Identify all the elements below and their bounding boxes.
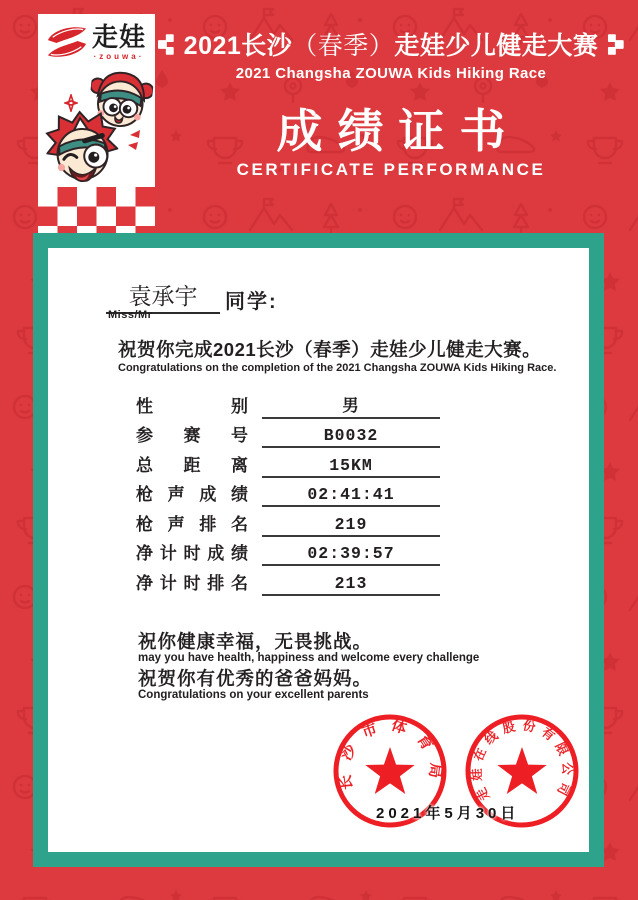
seal-text: 走娃在线股份有限公司 [469,718,575,803]
field-label: 参 赛 号 [136,426,248,446]
field-label: 净 计 时 排 名 [136,573,248,593]
field-value: 02:39:57 [262,544,440,566]
field-row [136,507,506,537]
wish1-en: may you have health, happiness and welcome every challenge [138,652,480,664]
right-bracket-decoration-icon [607,34,624,55]
field-row [136,389,506,419]
field-row [136,566,506,596]
participant-name: 袁承宇 [106,278,220,314]
result-fields [136,389,506,596]
wish2-cn: 祝贺你有优秀的爸爸妈妈。 [138,668,373,689]
field-label: 枪 声 排 名 [136,514,248,534]
field-label: 总 距 离 [136,455,248,475]
seal-star-icon [365,747,414,794]
field-value: 213 [262,574,440,596]
seal-star-icon [497,747,546,794]
event-title-cn-pre: 2021长沙 [183,32,293,60]
wish2-en: Congratulations on your excellent parents [138,689,369,701]
field-value: 15KM [262,456,440,478]
excitement-triangles-icon [126,128,142,152]
event-title-cn-post: 走娃少儿健走大赛 [394,32,599,60]
certificate-frame [33,233,604,867]
checker-strip [38,187,155,233]
left-bracket-decoration-icon [158,34,175,55]
certificate-heading [158,104,624,180]
logo-card [38,14,155,233]
congrats-cn: 祝贺你完成2021长沙（春季）走娃少儿健走大赛。 [118,339,542,360]
event-title-en: 2021 Changsha ZOUWA Kids Hiking Race [235,65,547,82]
field-label: 性 别 [136,396,248,416]
boy-mascot-face [44,108,121,185]
field-label: 枪 声 成 绩 [136,485,248,505]
certificate-title-en: CERTIFICATE PERFORMANCE [236,160,546,180]
field-row [136,537,506,567]
zouwa-swoosh-logo-icon [46,24,88,60]
field-value: 02:41:41 [262,485,440,507]
event-title-cn-paren: （春季） [292,32,395,60]
event-title-cn [184,26,599,62]
brand-name-cn: 走娃 [92,22,147,52]
field-label: 净 计 时 成 绩 [136,544,248,564]
brand-name-en: ·zouwa· [93,52,145,62]
field-row [136,478,506,508]
seal-text: 长沙市体育局 [335,716,445,791]
certificate-date: 2021年5月30日 [376,805,520,822]
field-value: B0032 [262,426,440,448]
field-value: 男 [262,397,440,419]
name-caption: Miss/Mr [108,309,153,321]
wish1-cn: 祝你健康幸福，无畏挑战。 [138,631,373,652]
field-row [136,448,506,478]
field-value: 219 [262,515,440,537]
event-title-block [158,26,624,82]
congrats-en: Congratulations on the completion of the 2021 Changsha ZOUWA Kids Hiking Race. [118,362,557,374]
field-row [136,419,506,449]
salutation: 同学: [225,291,278,313]
certificate-title-cn: 成绩证书 [276,105,521,157]
